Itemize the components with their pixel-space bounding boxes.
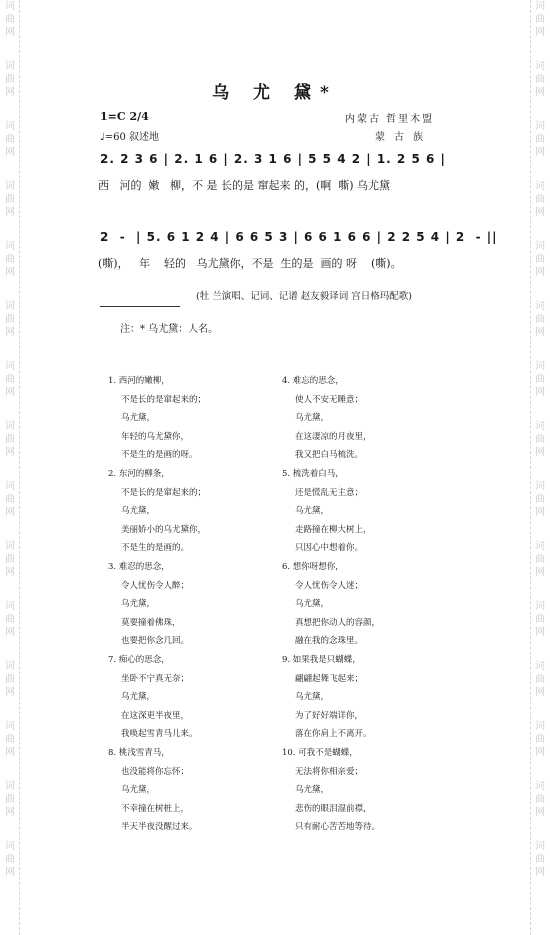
verse-line: 只因心中想着你。 [295,543,364,553]
watermark-group [2,840,18,900]
watermark-char: 网 [535,627,545,638]
watermark-group [532,120,548,180]
watermark-group [532,840,548,900]
verse-line: 不幸撞在树桩上， [121,803,190,814]
watermark-char: 词 [535,841,545,852]
watermark-char: 网 [5,507,15,518]
watermark-group [2,660,18,720]
verse-line: 翩翩起舞飞起来； [295,673,364,684]
watermark-char: 词 [535,781,545,792]
watermark-char: 词 [5,61,15,72]
watermark-char: 词 [535,1,545,12]
verse-line: 乌尤黛， [295,692,330,702]
lyric-verse [282,558,380,651]
verse-line: 乌尤黛， [121,599,156,609]
watermark-char: 词 [535,481,545,492]
verse-line: 10. 可我不是蝴蝶， [282,748,358,758]
watermark-group [532,600,548,660]
watermark-char: 网 [535,207,545,218]
verse-line: 6. 想你呀想你， [282,562,344,572]
lyrics-line-2: (嘶)， 年 轻的 乌尤黛你，不是 生的是 画的 呀 (嘶)。 [98,257,402,270]
watermark-char: 网 [5,207,15,218]
watermark-char: 词 [5,1,15,12]
watermark-char: 网 [535,867,545,878]
watermark-char: 词 [535,61,545,72]
watermark-char: 曲 [5,434,15,445]
watermark-char: 词 [535,361,545,372]
watermark-group [532,720,548,780]
verse-line: 乌尤黛， [121,413,156,423]
watermark-group [2,0,18,60]
watermark-group [2,360,18,420]
verse-line: 半天半夜没醒过来。 [121,822,198,832]
watermark-group [2,540,18,600]
watermark-char: 网 [5,87,15,98]
watermark-group [532,420,548,480]
watermark-char: 网 [5,867,15,878]
watermark-char: 曲 [535,134,545,145]
watermark-right [532,0,548,935]
watermark-left [2,0,18,935]
lyrics-line-1: 西 河的 嫩 柳，不 是 长的是 窜起来 的，(啊 嘶) 乌尤黛 [98,179,391,192]
credit-region: 内蒙古 哲里木盟 [345,114,435,125]
watermark-group [532,180,548,240]
watermark-char: 词 [535,661,545,672]
watermark-char: 曲 [535,374,545,385]
watermark-char: 曲 [5,494,15,505]
watermark-char: 网 [535,687,545,698]
watermark-char: 词 [5,661,15,672]
watermark-char: 词 [5,421,15,432]
watermark-char: 词 [5,841,15,852]
verse-line: 5. 梳洗着白马， [282,469,344,479]
watermark-group [532,0,548,60]
watermark-char: 词 [5,181,15,192]
watermark-char: 网 [535,87,545,98]
lyric-verse [108,465,206,558]
lyric-verse [282,744,380,837]
watermark-char: 词 [5,481,15,492]
verse-line: 1. 西河的嫩柳， [108,376,170,386]
watermark-group [532,660,548,720]
watermark-char: 网 [5,747,15,758]
watermark-char: 曲 [535,434,545,445]
watermark-char: 曲 [5,854,15,865]
right-border [530,0,531,935]
separator-line [100,306,180,307]
verse-line: 只有耐心苦苦地等待。 [295,822,381,832]
verse-line: 走路撞在柳大树上， [295,524,372,535]
verse-line: 我又把白马梳洗。 [295,450,364,460]
watermark-char: 词 [5,601,15,612]
watermark-char: 网 [535,747,545,758]
verse-line: 不是长的是窜起来的； [121,487,207,498]
verse-line: 无法将你相亲爱； [295,766,364,777]
watermark-group [2,240,18,300]
watermark-char: 曲 [535,494,545,505]
watermark-char: 网 [535,27,545,38]
watermark-group [2,420,18,480]
watermark-char: 网 [535,567,545,578]
watermark-char: 曲 [5,674,15,685]
verse-line: 乌尤黛， [121,506,156,516]
verse-line: 乌尤黛， [295,599,330,609]
verse-line: 坐卧不宁真无奈； [121,673,190,684]
watermark-char: 网 [5,147,15,158]
watermark-char: 词 [535,721,545,732]
verse-line: 3. 难忍的思念， [108,562,170,572]
verse-line: 也没能将你忘怀； [121,766,190,777]
score-line-1: 2. 2 3 6 | 2. 1 6 | 2. 3 1 6 | 5 5 4 2 | 1. 2 5 6 | [100,152,446,166]
left-border [19,0,20,935]
watermark-group [2,120,18,180]
watermark-char: 网 [535,327,545,338]
watermark-char: 曲 [5,194,15,205]
watermark-char: 网 [535,387,545,398]
lyric-verse [108,372,206,465]
watermark-char: 曲 [5,734,15,745]
watermark-group [532,480,548,540]
watermark-char: 词 [5,121,15,132]
watermark-char: 网 [5,807,15,818]
song-title: 乌 尤 黛* [212,83,338,103]
watermark-char: 曲 [5,74,15,85]
verse-line: 不是生的是画的。 [121,543,190,553]
verse-line: 美丽娇小的乌尤黛你， [121,524,207,535]
watermark-char: 曲 [535,854,545,865]
verse-line: 7. 痴心的思念， [108,655,170,665]
watermark-char: 词 [5,361,15,372]
watermark-char: 曲 [535,194,545,205]
key-signature: 1=C 2/4 [100,110,149,123]
lyric-verse [282,465,372,558]
watermark-char: 词 [535,421,545,432]
verse-line: 在这深更半夜里， [121,710,190,721]
watermark-char: 曲 [535,314,545,325]
verse-line: 乌尤黛， [295,506,330,516]
watermark-char: 曲 [535,14,545,25]
watermark-group [2,480,18,540]
watermark-char: 曲 [5,14,15,25]
watermark-char: 词 [5,721,15,732]
watermark-group [2,180,18,240]
watermark-char: 曲 [5,254,15,265]
watermark-char: 词 [5,781,15,792]
lyric-verse [108,558,189,651]
watermark-char: 曲 [5,134,15,145]
watermark-char: 网 [535,267,545,278]
watermark-char: 词 [5,541,15,552]
tempo-marking: ♩=60 叙述地 [100,132,159,143]
verse-line: 9. 如果我是只蝴蝶， [282,655,361,665]
watermark-char: 词 [535,601,545,612]
watermark-char: 网 [535,807,545,818]
watermark-group [532,300,548,360]
watermark-char: 曲 [535,74,545,85]
verse-line: 乌尤黛， [121,785,156,795]
watermark-char: 网 [5,567,15,578]
watermark-char: 词 [535,121,545,132]
verse-line: 乌尤黛， [295,785,330,795]
watermark-char: 词 [535,301,545,312]
watermark-char: 曲 [535,674,545,685]
watermark-char: 词 [5,241,15,252]
verse-line: 令人忧伤令人醉； [121,580,190,591]
watermark-char: 网 [535,507,545,518]
watermark-char: 曲 [5,794,15,805]
watermark-char: 网 [5,27,15,38]
verse-line: 悲伤的眼泪湿前襟， [295,803,372,814]
verse-line: 使人不安无睡意； [295,394,364,405]
watermark-char: 词 [535,541,545,552]
watermark-char: 词 [535,241,545,252]
score-line-2: 2 - | 5. 6 1 2 4 | 6 6 5 3 | 6 6 1 6 6 | 2 2 5 4 | 2 - || [100,230,498,244]
watermark-group [2,780,18,840]
verse-line: 乌尤黛， [121,692,156,702]
footnote: 注：* 乌尤黛：人名。 [120,324,219,335]
watermark-group [2,600,18,660]
watermark-char: 曲 [5,374,15,385]
verse-line: 2. 东河的柳条， [108,469,170,479]
watermark-char: 词 [5,301,15,312]
verse-line: 在这凄凉的月夜里， [295,431,372,442]
watermark-char: 曲 [535,734,545,745]
verse-line: 不是生的是画的呀。 [121,450,198,460]
watermark-char: 网 [5,627,15,638]
watermark-char: 词 [535,181,545,192]
verse-line: 莫要撞着佛珠， [121,617,181,628]
watermark-char: 网 [5,387,15,398]
watermark-char: 网 [5,687,15,698]
watermark-char: 曲 [535,254,545,265]
verse-line: 融在我的念珠里。 [295,636,364,646]
verse-line: 我唤起雪青马儿来。 [121,729,198,739]
watermark-char: 网 [5,327,15,338]
watermark-char: 曲 [5,614,15,625]
watermark-char: 曲 [5,314,15,325]
watermark-char: 曲 [535,554,545,565]
watermark-char: 曲 [5,554,15,565]
verse-line: 令人忧伤令人迷； [295,580,364,591]
watermark-char: 网 [535,447,545,458]
verse-line: 年轻的乌尤黛你， [121,431,190,442]
lyric-verse [282,372,372,465]
verse-line: 为了好好端详你， [295,710,364,721]
verse-line: 乌尤黛， [295,413,330,423]
verse-line: 8. 桃浅雪青马， [108,748,170,758]
lyric-verse [282,651,372,744]
watermark-group [2,720,18,780]
performer-credits: (牡 兰演唱、记词、记谱 赵友毅译词 宫日格玛配歌) [196,291,412,302]
watermark-char: 曲 [535,794,545,805]
lyric-verse [108,651,198,744]
watermark-char: 网 [5,267,15,278]
watermark-group [532,240,548,300]
verse-line: 落在你肩上不离开。 [295,729,372,739]
watermark-char: 曲 [535,614,545,625]
verse-line: 4. 难忘的思念， [282,376,344,386]
watermark-char: 网 [5,447,15,458]
watermark-group [2,300,18,360]
watermark-char: 网 [535,147,545,158]
verse-line: 还是慌乱无主意； [295,487,364,498]
lyric-verse [108,744,198,837]
watermark-group [532,540,548,600]
watermark-group [532,360,548,420]
credit-ethnicity: 蒙古族 [375,132,432,143]
watermark-group [532,780,548,840]
verse-line: 不是长的是窜起来的； [121,394,207,405]
verse-line: 真想把你动人的容颜， [295,617,381,628]
verse-line: 也要把你念几回。 [121,636,190,646]
